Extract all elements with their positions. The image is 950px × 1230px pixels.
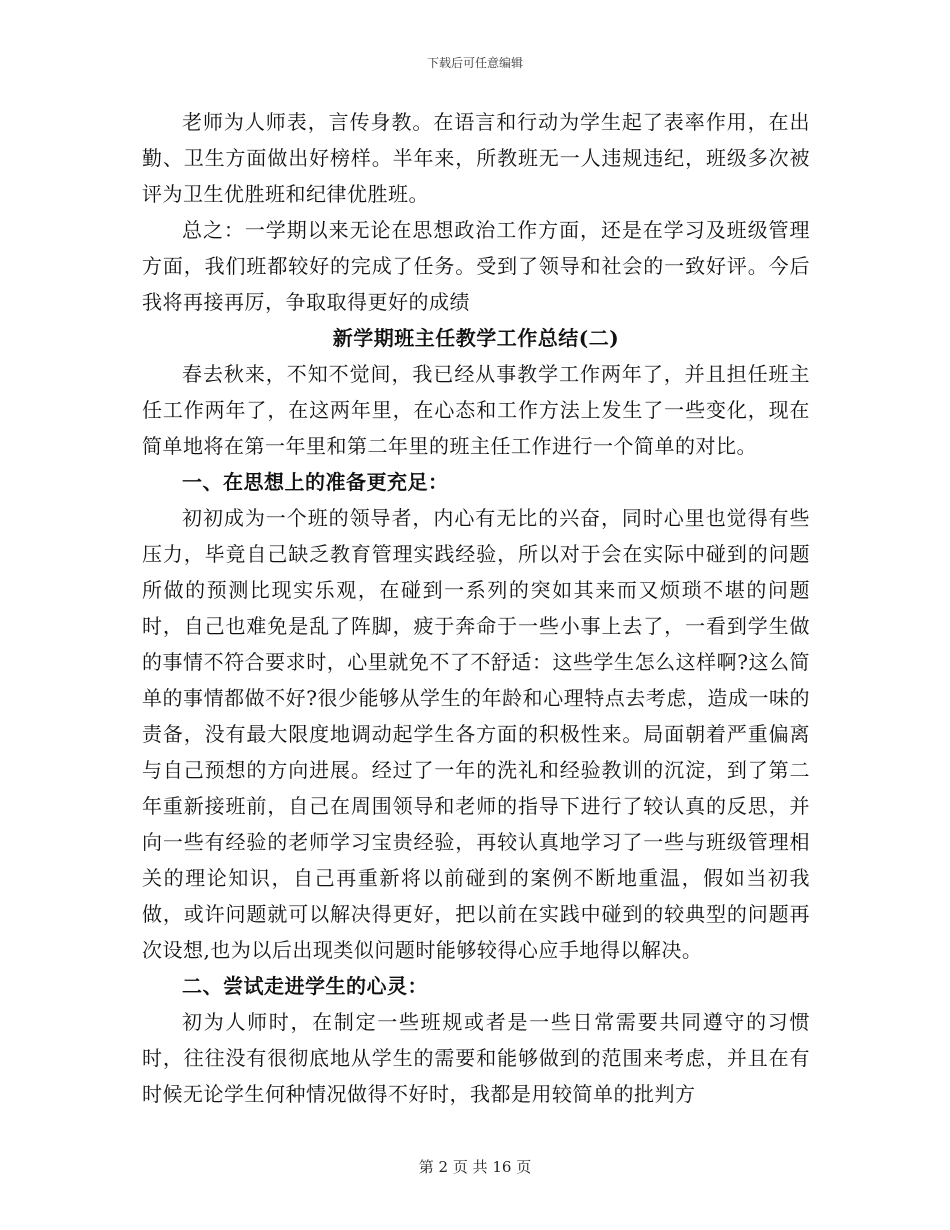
subheading: 二、尝试走进学生的心灵： [182, 974, 428, 998]
paragraph: 总之：一学期以来无论在思想政治工作方面，还是在学习及班级管理方面，我们班都较好的完成了任务。受到了领导和社会的一致好评。今后我将再接再厉，争取取得更好的成绩 [142, 218, 810, 314]
page-header-note: 下载后可任意编辑 [426, 56, 523, 70]
document-body [142, 104, 810, 1112]
paragraph: 春去秋来，不知不觉间，我已经从事教学工作两年了，并且担任班主任工作两年了，在这两年里，在心态和工作方法上发生了一些变化，现在简单地将在第一年里和第二年里的班主任工作进行一个简单的对比。 [142, 362, 810, 458]
paragraph: 初初成为一个班的领导者，内心有无比的兴奋，同时心里也觉得有些压力，毕竟自己缺乏教育管理实践经验，所以对于会在实际中碰到的问题所做的预测比现实乐观，在碰到一系列的突如其来而又烦琐不堪的问题时，自己也难免是乱了阵脚，疲于奔命于一些小事上去了，一看到学生做的事情不符合要求时，心里就免不了不舒适：这些学生怎么这样啊?这么简单的事情都做不好?很少能够从学生的年龄和心理特点去考虑，造成一味的责备，没有最大限度地调动起学生各方面的积极性来。局面朝着严重偏离与自己预想的方向进展。经过了一年的洗礼和经验教训的沉淀，到了第二年重新接班前，自己在周围领导和老师的指导下进行了较认真的反思，并向一些有经验的老师学习宝贵经验，再较认真地学习了一些与班级管理相关的理论知识，自己再重新将以前碰到的案例不断地重温，假如当初我做，或许问题就可以解决得更好，把以前在实践中碰到的较典型的问题再次设想,也为以后出现类似问题时能够较得心应手地得以解决。 [142, 506, 810, 962]
page-number: 第 2 页 共 16 页 [418, 1158, 532, 1176]
section-title: 新学期班主任教学工作总结(二) [332, 326, 620, 350]
paragraph: 初为人师时，在制定一些班规或者是一些日常需要共同遵守的习惯时，往往没有很彻底地从学生的需要和能够做到的范围来考虑，并且在有时候无论学生何种情况做得不好时，我都是用较简单的批判方 [142, 1010, 810, 1106]
subheading: 一、在思想上的准备更充足： [182, 470, 449, 494]
paragraph: 老师为人师表，言传身教。在语言和行动为学生起了表率作用，在出勤、卫生方面做出好榜样。半年来，所教班无一人违规违纪，班级多次被评为卫生优胜班和纪律优胜班。 [142, 110, 810, 206]
